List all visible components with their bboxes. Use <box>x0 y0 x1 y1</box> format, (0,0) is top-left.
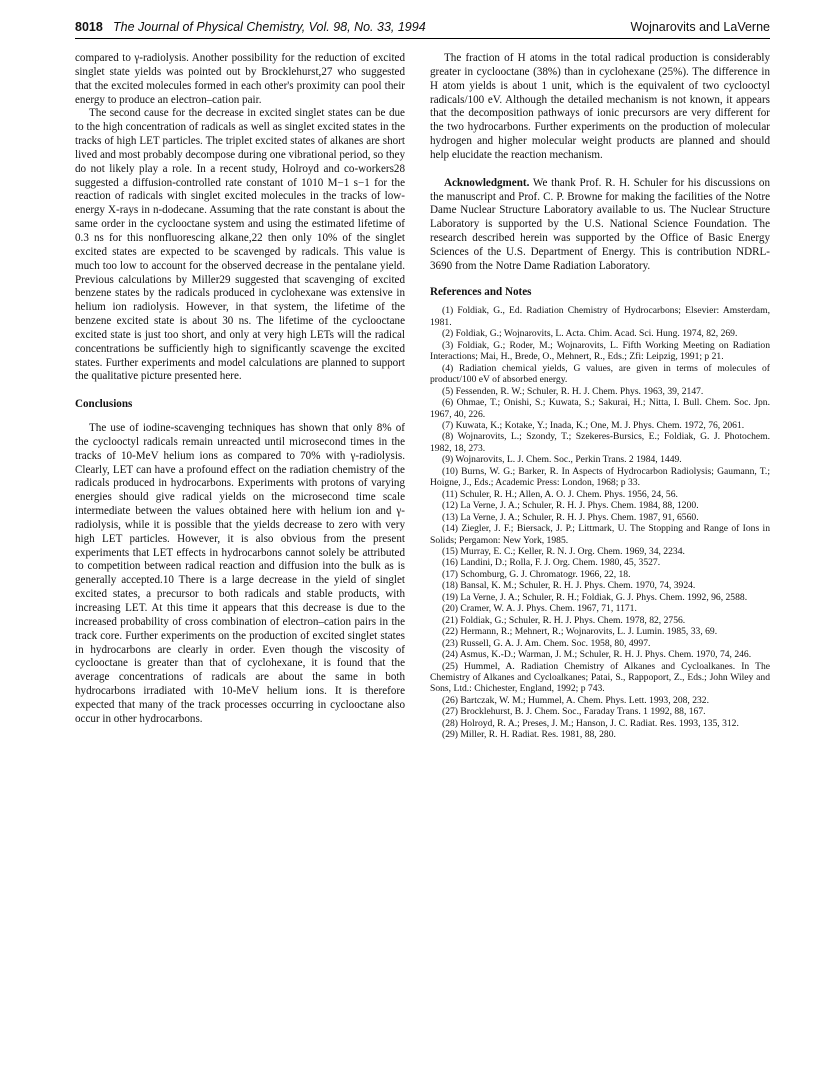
reference-item: (18) Bansal, K. M.; Schuler, R. H. J. Phys. Chem. 1970, 74, 3924. <box>442 580 696 592</box>
running-authors: Wojnarovits and LaVerne <box>630 20 770 34</box>
reference-item: (19) La Verne, J. A.; Schuler, R. H.; Foldiak, G. J. Phys. Chem. 1992, 96, 2588. <box>442 591 748 603</box>
reference-item: (9) Wojnarovits, L. J. Chem. Soc., Perkin Trans. 2 1984, 1449. <box>442 454 682 466</box>
reference-list <box>430 305 770 740</box>
reference-item: (10) Burns, W. G.; Barker, R. In Aspects of Hydrocarbon Radiolysis; Gaumann, T.; Hoigne, J., Eds.; Academic Press: London, 1968; p 33. <box>430 465 770 489</box>
section-heading: Conclusions <box>75 398 133 411</box>
reference-item: (28) Holroyd, R. A.; Preses, J. M.; Hanson, J. C. Radiat. Res. 1993, 135, 312. <box>442 717 739 729</box>
reference-item: (4) Radiation chemical yields, G values, are given in terms of molecules of product/100 eV of absorbed energy. <box>430 362 770 386</box>
reference-item: (23) Russell, G. A. J. Am. Chem. Soc. 1958, 80, 4997. <box>442 637 651 649</box>
reference-item: (27) Brocklehurst, B. J. Chem. Soc., Faraday Trans. 1 1992, 88, 167. <box>442 706 706 718</box>
reference-item: (11) Schuler, R. H.; Allen, A. O. J. Chem. Phys. 1956, 24, 56. <box>442 488 678 500</box>
reference-item: (17) Schomburg, G. J. Chromatogr. 1966, 22, 18. <box>442 568 631 580</box>
reference-item: (5) Fessenden, R. W.; Schuler, R. H. J. Chem. Phys. 1963, 39, 2147. <box>442 385 704 397</box>
reference-item: (8) Wojnarovits, L.; Szondy, T.; Szekeres-Bursics, E.; Foldiak, G. J. Photochem. 1982, 18, 273. <box>430 431 770 454</box>
reference-item: (2) Foldiak, G.; Wojnarovits, L. Acta. Chim. Acad. Sci. Hung. 1974, 82, 269. <box>442 328 738 340</box>
reference-item: (24) Asmus, K.-D.; Warman, J. M.; Schuler, R. H. J. Phys. Chem. 1970, 74, 246. <box>442 649 752 661</box>
running-header <box>75 20 770 39</box>
reference-item: (13) La Verne, J. A.; Schuler, R. H. J. Phys. Chem. 1987, 91, 6560. <box>442 511 699 523</box>
reference-item: (6) Ohmae, T.; Onishi, S.; Kuwata, S.; Sakurai, H.; Nitta, I. Bull. Chem. Soc. Jpn. 1967, 40, 226. <box>430 397 770 420</box>
journal-title: The Journal of Physical Chemistry, Vol. 98, No. 33, 1994 <box>113 20 426 34</box>
body-paragraph: The fraction of H atoms in the total radical production is considerably greater in cyclooctane (38%) than in cyclohexane (25%). The difference in H atom yields is about 1 unit, which is the equivalent of two cyclooctyl radicals/100 eV. Although the detailed mechanism is not known, it appears that the decomposition pathways of ionic precursors are very different for the two hydrocarbons. Further experiments on the production of molecular hydrogen and higher molecular weight products are planned and should help elucidate the reaction mechanism. <box>430 52 770 161</box>
acknowledgment-paragraph <box>430 177 770 274</box>
body-paragraph: compared to γ-radiolysis. Another possibility for the reduction of excited singlet state yields was pointed out by Brocklehurst,27 who suggested that the excited molecules formed in each other's proximity can pool their energy to produce an electron–cation pair. <box>75 52 405 106</box>
reference-item: (3) Foldiak, G.; Roder, M.; Wojnarovits, L. Fifth Working Meeting on Radiation Interactions; Mai, H., Brede, O., Mehnert, R., Eds.; Zfi: Leipzig, 1991; p 21. <box>430 339 770 363</box>
reference-item: (7) Kuwata, K.; Kotake, Y.; Inada, K.; One, M. J. Phys. Chem. 1972, 76, 2061. <box>442 419 745 431</box>
left-column <box>75 52 405 727</box>
reference-item: (16) Landini, D.; Rolla, F. J. Org. Chem. 1980, 45, 3527. <box>442 557 661 569</box>
page-number: 8018 <box>75 20 103 34</box>
reference-item: (20) Cramer, W. A. J. Phys. Chem. 1967, 71, 1171. <box>442 603 637 615</box>
references-heading: References and Notes <box>430 285 532 298</box>
reference-item: (22) Hermann, R.; Mehnert, R.; Wojnarovits, L. J. Lumin. 1985, 33, 69. <box>442 626 718 638</box>
reference-item: (26) Bartczak, W. M.; Hummel, A. Chem. Phys. Lett. 1993, 208, 232. <box>442 694 710 706</box>
acknowledgment-text: We thank Prof. R. H. Schuler for his discussions on the manuscript and Prof. C. P. Browne for making the facilities of the Notre Dame Nuclear Structure Laboratory available to us. The Nuclear Structure Laboratory is supported by the U.S. National Science Foundation. The research described herein was supported by the Office of Basic Energy Sciences of the U.S. Department of Energy. This is contribution NDRL-3690 from the Notre Dame Radiation Laboratory. <box>430 176 770 272</box>
reference-item: (12) La Verne, J. A.; Schuler, R. H. J. Phys. Chem. 1984, 88, 1200. <box>442 500 699 512</box>
reference-item: (21) Foldiak, G.; Schuler, R. H. J. Phys. Chem. 1978, 82, 2756. <box>442 614 686 626</box>
reference-item: (14) Ziegler, J. F.; Biersack, J. P.; Littmark, U. The Stopping and Range of Ions in Solids; Pergamon: New York, 1985. <box>430 523 770 546</box>
body-paragraph: The second cause for the decrease in excited singlet states can be due to the high concentration of radicals as well as singlet excited states in the tracks of high LET particles. The triplet excited states of alkanes are short lived and most probably decompose during one vibrational period, so they do not likely play a role. In a recent study, Holroyd and co-workers28 suggested a diffusion-controlled rate constant of 1010 M−1 s−1 for the reaction of radicals with singlet excited molecules in the tracks of low-energy X-rays in n-dodecane. Assuming that the rate constant is about the same order in the cyclooctane system and using the estimated lifetime of 0.3 ns for this nonfluorescing alkane,22 then only 10% of the singlet excited states are expected to be scavenged by radicals. This value is much too low to account for the observed decrease in the pentalane yield. Previous calculations by Miller29 suggested that scavenging of excited benzene states by the radicals produced in cyclohexane was extensive in helium ion radiolysis. However, in that system, the lifetime of the benzene excited state is about 30 ns. The lifetime of the cyclooctane excited state is just too short, and only at very high LETs will the radical concentrations be sufficiently high to significantly scavenge the excited states. Further experiments and model calculations are planned to support the qualitative picture presented here. <box>75 107 405 383</box>
right-column <box>430 52 770 741</box>
reference-item: (29) Miller, R. H. Radiat. Res. 1981, 88, 280. <box>442 729 616 741</box>
reference-item: (1) Foldiak, G., Ed. Radiation Chemistry of Hydrocarbons; Elsevier: Amsterdam, 1981. <box>430 305 770 328</box>
reference-item: (25) Hummel, A. Radiation Chemistry of Alkanes and Cycloalkanes. In The Chemistry of Alkanes and Cycloalkanes; Patai, S., Rappoport, Z., Eds.; John Wiley and Sons, Ltd.: Chichester, England, 1992; p 743. <box>430 660 770 695</box>
conclusions-paragraph: The use of iodine-scavenging techniques has shown that only 8% of the cyclooctyl radicals remain unreacted until microsecond times in the tracks of 10-MeV helium ions as compared to 70% with γ-radiolysis. Clearly, LET can have a profound effect on the radiation chemistry of the radicals produced in hydrocarbons. Experiments with protons of varying energies should give radical yields on the microsecond time scale intermediate between the values obtained here with helium ion and γ-radiolysis, while it is possible that the yields decrease to zero with very high LET particles. However, it is also obvious from the present experiments that LET effects in hydrocarbons cannot solely be attributed to competition between radical reaction and diffusion into the bulk as is generally accepted.10 There is a large decrease in the yield of singlet excited states, a precursor to both radicals and stable products, with increasing LET. At this time it appears that this decrease is due to the increased probability of cross combination of electron–cation pairs in the track core. Further experiments on the production of excited singlet states in hydrocarbons are clearly in order. Even though the viscosity of cyclooctane is greater than that of cyclohexane, it is found that the average concentrations of radicals are about the same in both hydrocarbons irradiated with 10-MeV helium ions. It is therefore expected that many of the track processes occurring in cyclooctane also occur in other hydrocarbons. <box>75 422 405 725</box>
reference-item: (15) Murray, E. C.; Keller, R. N. J. Org. Chem. 1969, 34, 2234. <box>442 545 685 557</box>
acknowledgment-heading: Acknowledgment. <box>444 176 530 189</box>
